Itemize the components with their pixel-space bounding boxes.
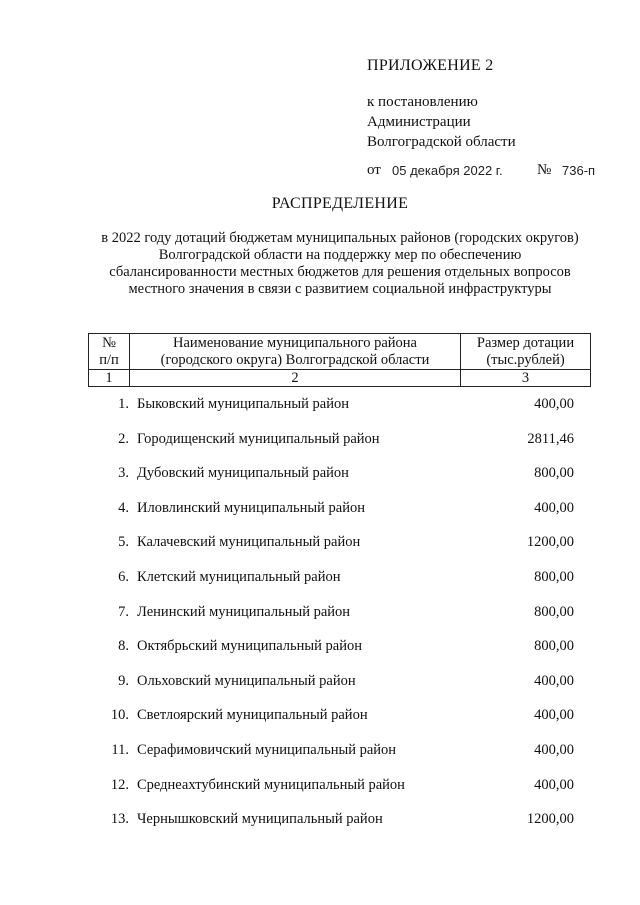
- subsidy-amount: 400,00: [534, 707, 574, 724]
- table-row: [88, 534, 590, 556]
- table-row: [88, 742, 590, 764]
- subsidy-amount: 800,00: [534, 638, 574, 655]
- column-number-3: 3: [461, 370, 591, 387]
- row-number: 12.: [110, 776, 129, 793]
- header-number-line2: п/п: [99, 351, 119, 368]
- appendix-title: ПРИЛОЖЕНИЕ 2: [367, 57, 494, 74]
- subsidy-amount: 400,00: [534, 396, 574, 412]
- row-number: 2.: [118, 430, 129, 447]
- district-name: Городищенский муниципальный район: [137, 430, 380, 447]
- district-name: Светлоярский муниципальный район: [137, 707, 368, 724]
- table-row: [88, 811, 590, 833]
- subsidy-amount: 1200,00: [526, 811, 574, 828]
- table-row: [88, 569, 590, 591]
- row-number: 11.: [111, 742, 129, 758]
- table-row: [88, 431, 590, 453]
- header-number-line1: №: [102, 334, 116, 351]
- district-name: Октябрьский муниципальный район: [137, 638, 362, 655]
- row-number: 3.: [118, 465, 129, 482]
- row-number: 7.: [118, 603, 129, 620]
- district-name: Среднеахтубинский муниципальный район: [137, 776, 405, 793]
- table-row: [88, 396, 590, 418]
- row-number: 1.: [118, 396, 129, 412]
- header-amount-line1: Размер дотации: [476, 334, 575, 351]
- date-number-line: [367, 162, 597, 182]
- subsidy-amount: 800,00: [534, 465, 574, 482]
- row-number: 9.: [118, 672, 129, 689]
- subsidy-amount: 1200,00: [526, 534, 574, 551]
- header-name-line2: (городского округа) Волгоградской области: [160, 351, 430, 368]
- header-name-line1: Наименование муниципального района: [173, 334, 417, 351]
- column-number-1: 1: [89, 370, 130, 387]
- row-number: 10.: [110, 707, 129, 724]
- district-name: Быковский муниципальный район: [137, 396, 349, 412]
- resolution-number: 736-п: [562, 163, 596, 178]
- column-number-2: 2: [130, 370, 461, 387]
- table-row: [88, 604, 590, 626]
- subsidy-amount: 2811,46: [527, 430, 574, 447]
- header-cell-name: [130, 334, 461, 370]
- district-name: Иловлинский муниципальный район: [137, 499, 365, 516]
- table-row: [88, 707, 590, 729]
- reference-line-administration: Администрации: [367, 114, 471, 130]
- district-name: Чернышковский муниципальный район: [137, 811, 383, 828]
- column-number-row: [89, 370, 591, 387]
- table-row: [88, 638, 590, 660]
- row-number: 6.: [118, 569, 129, 585]
- subsidy-amount: 800,00: [534, 569, 574, 585]
- resolution-date: 05 декабря 2022 г.: [392, 163, 503, 178]
- district-name: Клетский муниципальный район: [137, 569, 341, 585]
- district-name: Дубовский муниципальный район: [137, 465, 349, 482]
- row-number: 4.: [118, 499, 129, 516]
- reference-line-resolution: к постановлению: [367, 94, 478, 110]
- header-amount-line2: (тыс.рублей): [486, 351, 565, 368]
- row-number: 8.: [118, 638, 129, 655]
- table-row: [88, 500, 590, 522]
- document-subtitle: в 2022 году дотаций бюджетам муниципальных районов (городских округов) Волгоградской области на поддержку мер по обеспечению сбалансированности местных бюджетов для решения отдельных вопросов местного значения в связи с развитием социальной инфраструктуры: [101, 230, 579, 297]
- header-cell-amount: [461, 334, 591, 370]
- table-header: [88, 333, 591, 387]
- subsidy-amount: 400,00: [534, 499, 574, 516]
- district-name: Ольховский муниципальный район: [137, 672, 356, 689]
- subsidy-amount: 400,00: [534, 742, 574, 758]
- district-name: Серафимовичский муниципальный район: [137, 742, 397, 758]
- subsidy-amount: 400,00: [534, 672, 574, 689]
- table-row: [88, 465, 590, 487]
- table-row: [88, 673, 590, 695]
- district-name: Ленинский муниципальный район: [137, 603, 351, 620]
- document-heading: РАСПРЕДЕЛЕНИЕ: [271, 195, 409, 212]
- number-sign: №: [537, 162, 552, 178]
- header-cell-number: [89, 334, 130, 370]
- subsidy-amount: 800,00: [534, 603, 574, 620]
- table-header-row: [89, 334, 591, 370]
- reference-line-region: Волгоградской области: [367, 134, 516, 150]
- row-number: 5.: [118, 534, 129, 551]
- subsidy-amount: 400,00: [534, 776, 574, 793]
- from-label: от: [367, 162, 381, 178]
- row-number: 13.: [110, 811, 129, 828]
- table-row: [88, 777, 590, 799]
- district-name: Калачевский муниципальный район: [137, 534, 361, 551]
